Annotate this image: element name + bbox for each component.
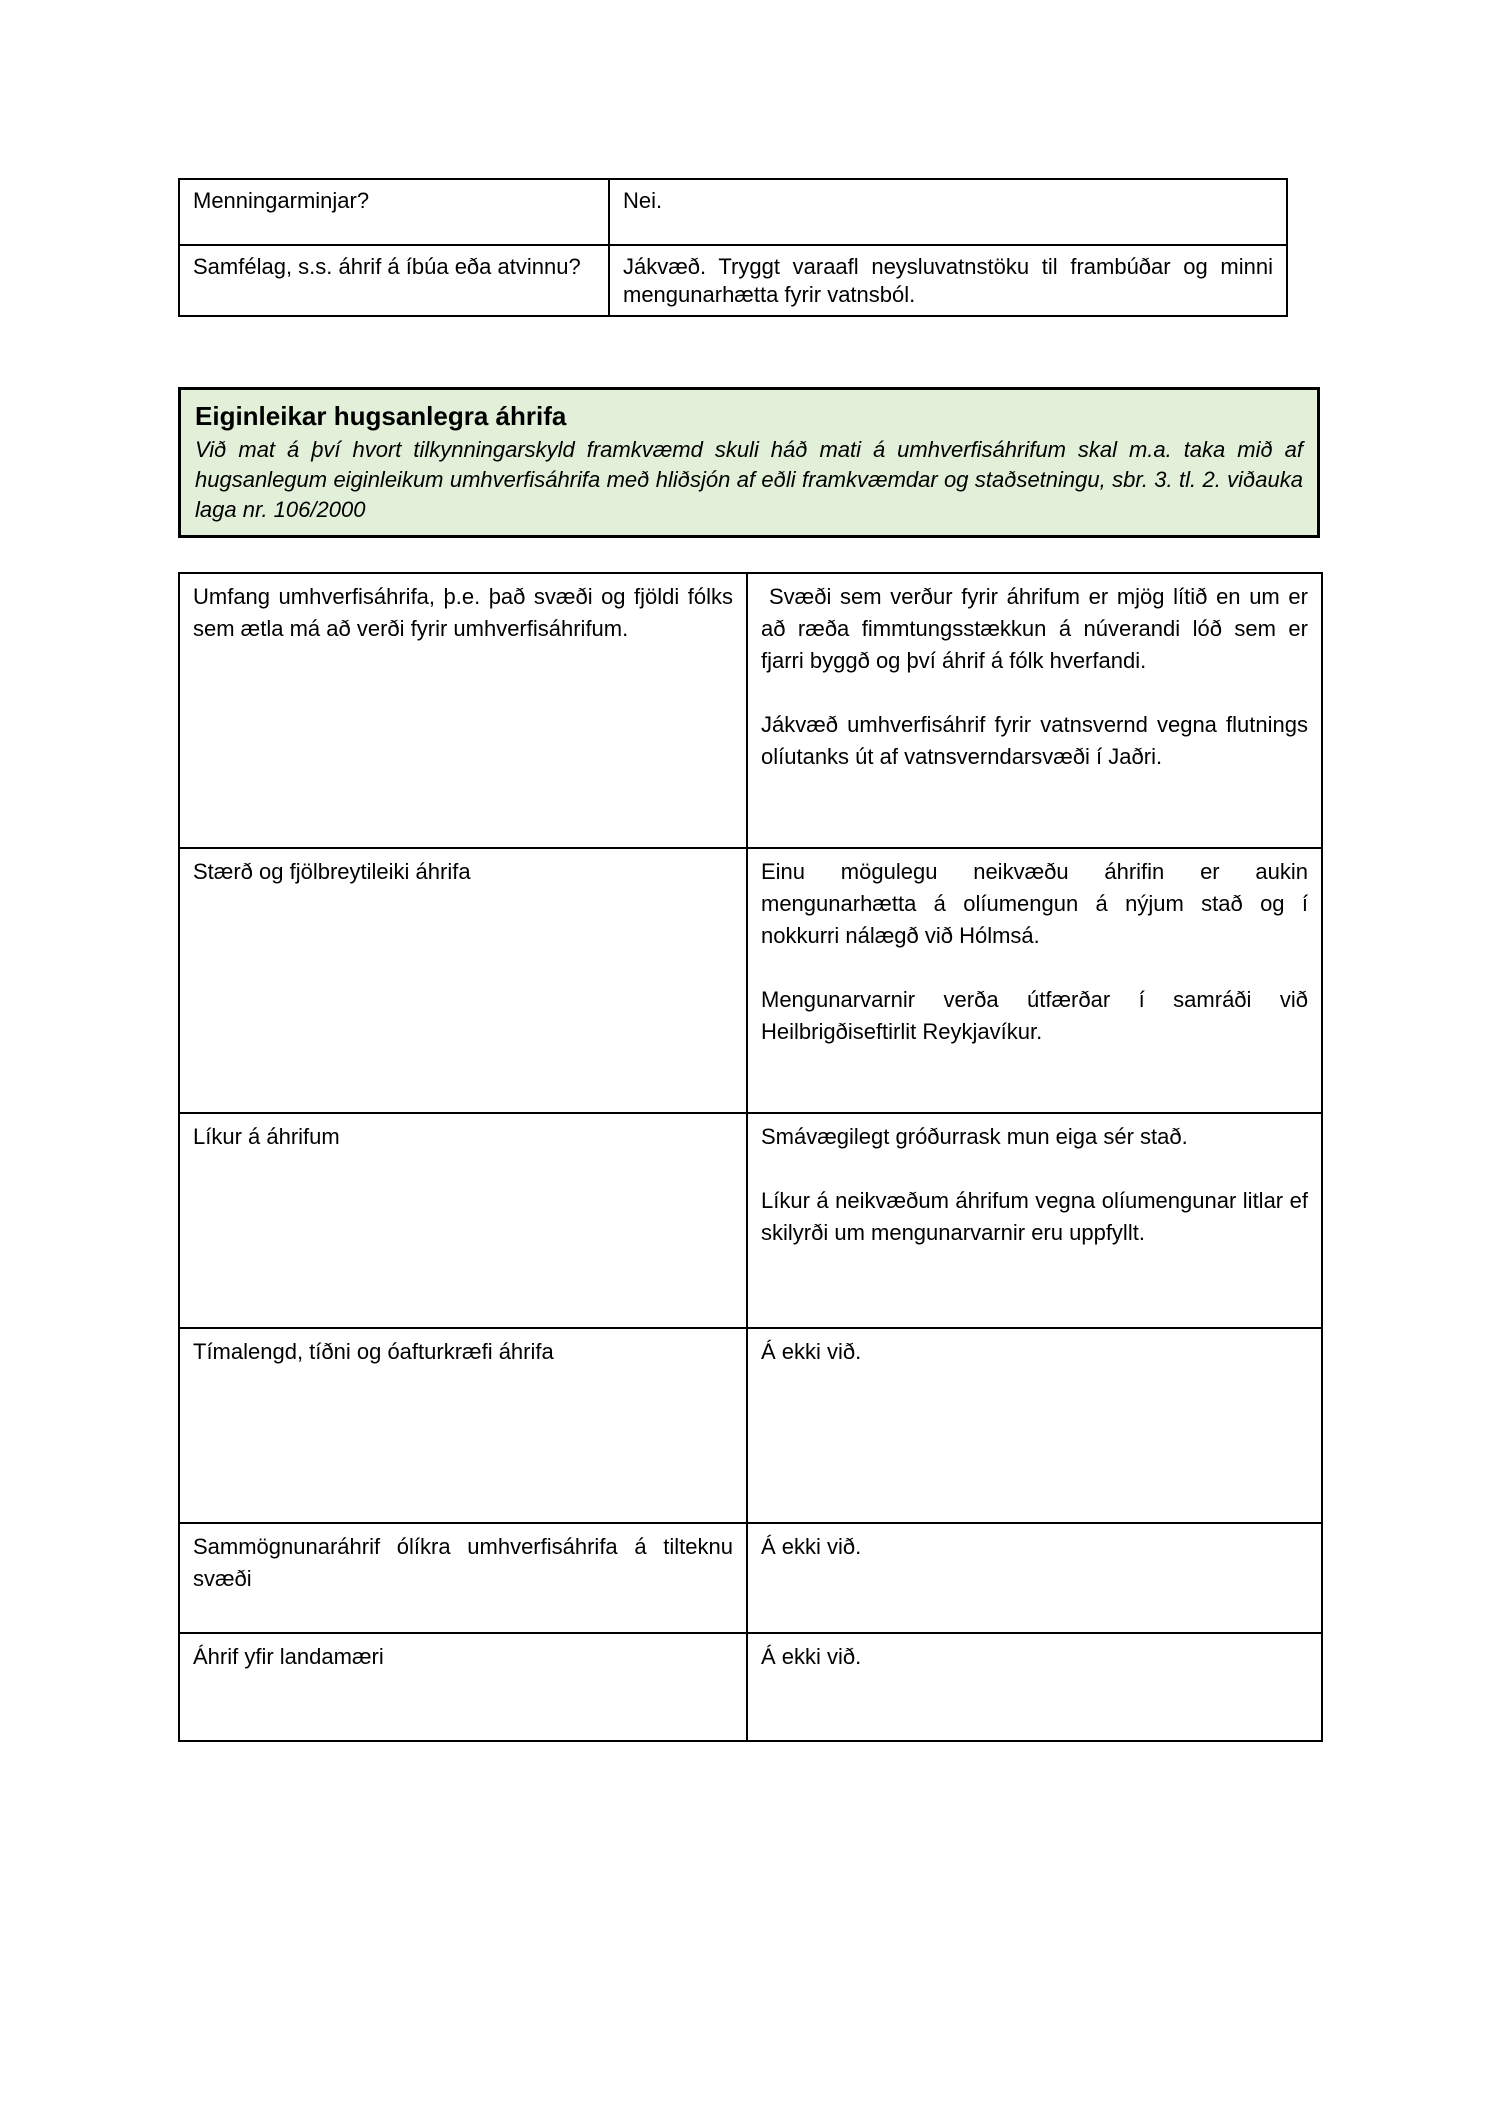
value-paragraph: Smávægilegt gróðurrask mun eiga sér stað.	[761, 1124, 1188, 1149]
table-row	[179, 1328, 1322, 1523]
impact-characteristics-box	[178, 387, 1320, 538]
context-table	[178, 178, 1288, 317]
row-value-cell	[747, 1328, 1322, 1523]
table-row	[179, 245, 1287, 316]
row-value-cell	[747, 1633, 1322, 1741]
value-paragraph: Jákvæð umhverfisáhrif fyrir vatnsvernd vegna flutnings olíutanks út af vatnsverndarsvæði í Jaðri.	[761, 712, 1308, 769]
row-label-cell: Sammögnunaráhrif ólíkra umhverfisáhrifa á tilteknu svæði	[179, 1523, 747, 1633]
row-value-cell	[747, 848, 1322, 1113]
row-label-cell: Líkur á áhrifum	[179, 1113, 747, 1328]
row-value-cell: Jákvæð. Tryggt varaafl neysluvatnstöku til frambúðar og minni mengunarhætta fyrir vatnsból.	[609, 245, 1287, 316]
box-title: Eiginleikar hugsanlegra áhrifa	[195, 401, 567, 431]
table-row	[179, 1523, 1322, 1633]
row-label-cell: Stærð og fjölbreytileiki áhrifa	[179, 848, 747, 1113]
row-label-cell: Áhrif yfir landamæri	[179, 1633, 747, 1741]
table-row	[179, 848, 1322, 1113]
value-paragraph: Líkur á neikvæðum áhrifum vegna olíumengunar litlar ef skilyrði um mengunarvarnir eru uppfyllt.	[761, 1188, 1308, 1245]
row-label-cell: Menningarminjar?	[179, 179, 609, 245]
value-paragraph: Á ekki við.	[761, 1534, 862, 1559]
table-row	[179, 1633, 1322, 1741]
row-value-cell	[747, 573, 1322, 848]
value-paragraph: Svæði sem verður fyrir áhrifum er mjög lítið en um er að ræða fimmtungsstækkun á núverandi lóð sem er fjarri byggð og því áhrif á fólk hverfandi.	[761, 584, 1308, 673]
row-value-cell	[747, 1523, 1322, 1633]
row-value-cell	[747, 1113, 1322, 1328]
value-paragraph: Á ekki við.	[761, 1644, 862, 1669]
table-row	[179, 179, 1287, 245]
row-value-cell: Nei.	[609, 179, 1287, 245]
row-label-cell: Umfang umhverfisáhrifa, þ.e. það svæði og fjöldi fólks sem ætla má að verði fyrir umhverfisáhrifum.	[179, 573, 747, 848]
document-page	[178, 178, 1321, 1742]
table-row	[179, 573, 1322, 848]
value-paragraph: Einu mögulegu neikvæðu áhrifin er aukin mengunarhætta á olíumengun á nýjum stað og í nokkurri nálægð við Hólmsá.	[761, 859, 1308, 948]
box-description: Við mat á því hvort tilkynningarskyld framkvæmd skuli háð mati á umhverfisáhrifum skal m.a. taka mið af hugsanlegum eiginleikum umhverfisáhrifa með hliðsjón af eðli framkvæmdar og staðsetningu, sbr. 3. tl. 2. viðauka laga nr. 106/2000	[195, 437, 1303, 522]
table-row	[179, 1113, 1322, 1328]
row-label-cell: Tímalengd, tíðni og óafturkræfi áhrifa	[179, 1328, 747, 1523]
value-paragraph: Á ekki við.	[761, 1339, 862, 1364]
value-paragraph: Mengunarvarnir verða útfærðar í samráði við Heilbrigðiseftirlit Reykjavíkur.	[761, 987, 1308, 1044]
impact-table	[178, 572, 1323, 1742]
row-label-cell: Samfélag, s.s. áhrif á íbúa eða atvinnu?	[179, 245, 609, 316]
